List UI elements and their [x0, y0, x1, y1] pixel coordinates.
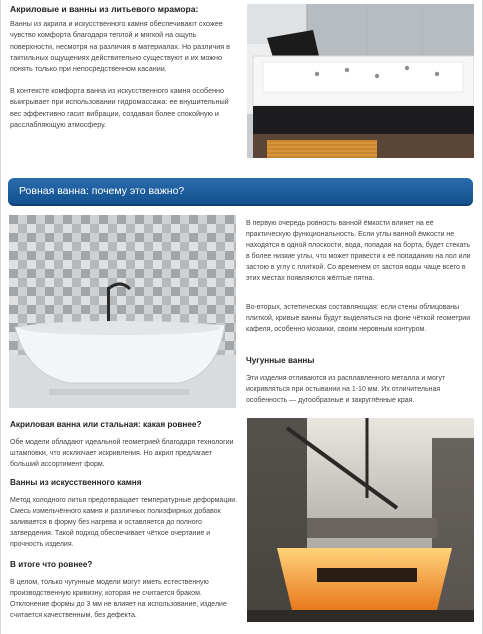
- heading-cast-iron: Чугунные ванны: [246, 356, 315, 365]
- paragraph-stone-hydromassage: В контексте комфорта ванна из искусственного камня особенно выигрывает при использовании гидромассажа: ее внушительный вес эффективно гасит вибрации, создавая более спокойную и расслабляющую атмосферу.: [10, 86, 229, 129]
- paragraph-acrylic-vs-steel: Обе модели обладают идеальной геометрией благодаря технологии штамповки, что исключает искривления. Но акрил предлагает больший ассортимент форм.: [10, 439, 234, 468]
- foundry-casting-photo: [247, 418, 474, 622]
- heading-conclusion: В итоге что ровнее?: [10, 560, 93, 569]
- heading-acrylic-vs-steel: Акриловая ванна или стальная: какая ровнее?: [10, 420, 202, 429]
- paragraph-artificial-stone: Метод холодного литья предотвращает температурные деформации. Смесь измельчённого камня и различных полиэфирных добавок заливается в форму без нагрева и оставляется до полного затвердения. Такой подход обеспечивает чёткое очертание и прочность изделия.: [10, 497, 238, 548]
- heading-artificial-stone: Ванны из искусственного камня: [10, 478, 142, 487]
- section-title-acrylic-marble: Акриловые и ванны из литьевого мрамора:: [10, 4, 199, 14]
- jacuzzi-bathtub-photo: [247, 4, 474, 158]
- banner-title: Ровная ванна: почему это важно?: [19, 185, 185, 197]
- paragraph-conclusion: В целом, только чугунные модели могут иметь естественную производственную кривизну, которая не считается браком. Отклонение формы до 3 мм не влияет на использование, изделие считается качественным, без дефекта.: [10, 579, 227, 619]
- paragraph-acrylic-comfort: Ванны из акрила и искусственного камня обеспечивают схожее чувство комфорта благодаря теплой и мягкой на ощупь поверхности, несмотря на различия в материалах. Но различия в тактильных ощущениях действительно существуют и их можно понять только при непосредственном касании.: [10, 19, 230, 74]
- paragraph-flatness-function: В первую очередь ровность ванной ёмкости влияет на её практическую функциональность. Если углы ванной ёмкости не находятся в одной плоскости, вода, попадая на борта, будет стекать в более низкие углы, что может привести к её попаданию на пол или застою в углу с плиткой. Со временем от застоя воды чаще всего в этих местах появляются жёлтые пятна.: [246, 220, 471, 282]
- freestanding-bath-photo: [9, 215, 236, 408]
- paragraph-cast-iron: Эти изделия отливаются из расплавленного металла и могут искривляться при остывании на 1-10 мм. Их отличительная особенность — дугообразные и закруглённые края.: [246, 375, 446, 404]
- paragraph-flatness-aesthetics: Во-вторых, эстетическая составляющая: если стены облицованы плиткой, кривые ванны будут выделяться на фоне чёткой геометрии кафеля, особенно мозаики, своим неровным контуром.: [246, 304, 471, 333]
